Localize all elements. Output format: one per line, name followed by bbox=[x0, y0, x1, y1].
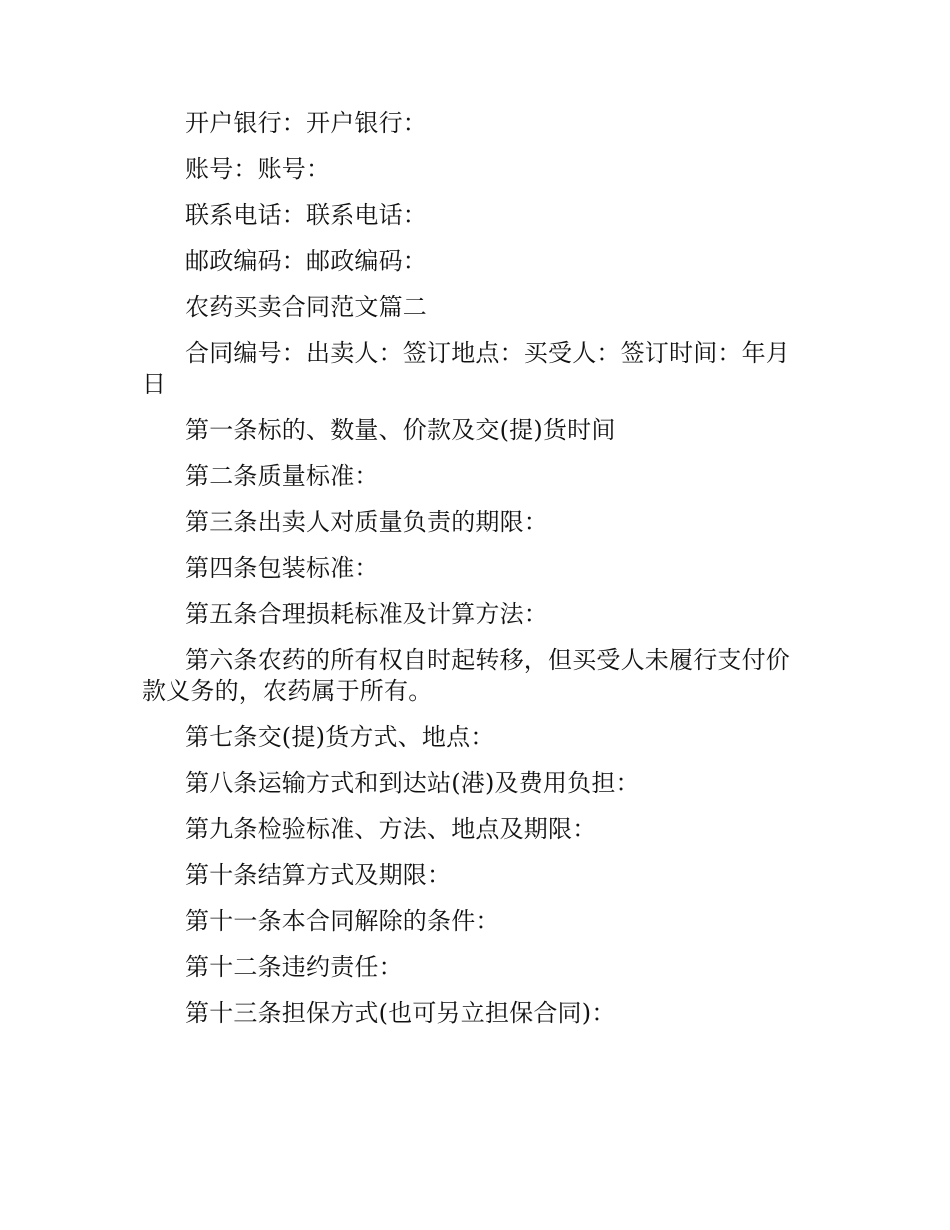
clause-13: 第十三条担保方式(也可另立担保合同)： bbox=[185, 999, 616, 1027]
paragraph-account: 账号：账号： bbox=[185, 155, 331, 183]
clause-4: 第四条包装标准： bbox=[185, 554, 379, 582]
clause-8: 第八条运输方式和到达站(港)及费用负担： bbox=[185, 769, 640, 797]
clause-7: 第七条交(提)货方式、地点： bbox=[185, 723, 495, 751]
clause-2: 第二条质量标准： bbox=[185, 462, 379, 490]
clause-12: 第十二条违约责任： bbox=[185, 953, 403, 981]
clause-6: 第六条农药的所有权自时起转移，但买受人未履行支付价款义务的，农药属于所有。 bbox=[142, 646, 790, 705]
paragraph-phone: 联系电话：联系电话： bbox=[185, 201, 427, 229]
clause-1: 第一条标的、数量、价款及交(提)货时间 bbox=[185, 416, 616, 444]
section-heading: 农药买卖合同范文篇二 bbox=[185, 293, 427, 321]
clause-10: 第十条结算方式及期限： bbox=[185, 861, 452, 889]
document-body bbox=[142, 108, 808, 1044]
paragraph-postcode: 邮政编码：邮政编码： bbox=[185, 247, 427, 275]
paragraph-contract-header: 合同编号：出卖人：签订地点：买受人：签订时间：年月日 bbox=[142, 339, 790, 398]
clause-9: 第九条检验标准、方法、地点及期限： bbox=[185, 815, 597, 843]
clause-11: 第十一条本合同解除的条件： bbox=[185, 907, 500, 935]
clause-3: 第三条出卖人对质量负责的期限： bbox=[185, 508, 548, 536]
paragraph-bank: 开户银行：开户银行： bbox=[185, 109, 427, 137]
clause-5: 第五条合理损耗标准及计算方法： bbox=[185, 600, 548, 628]
